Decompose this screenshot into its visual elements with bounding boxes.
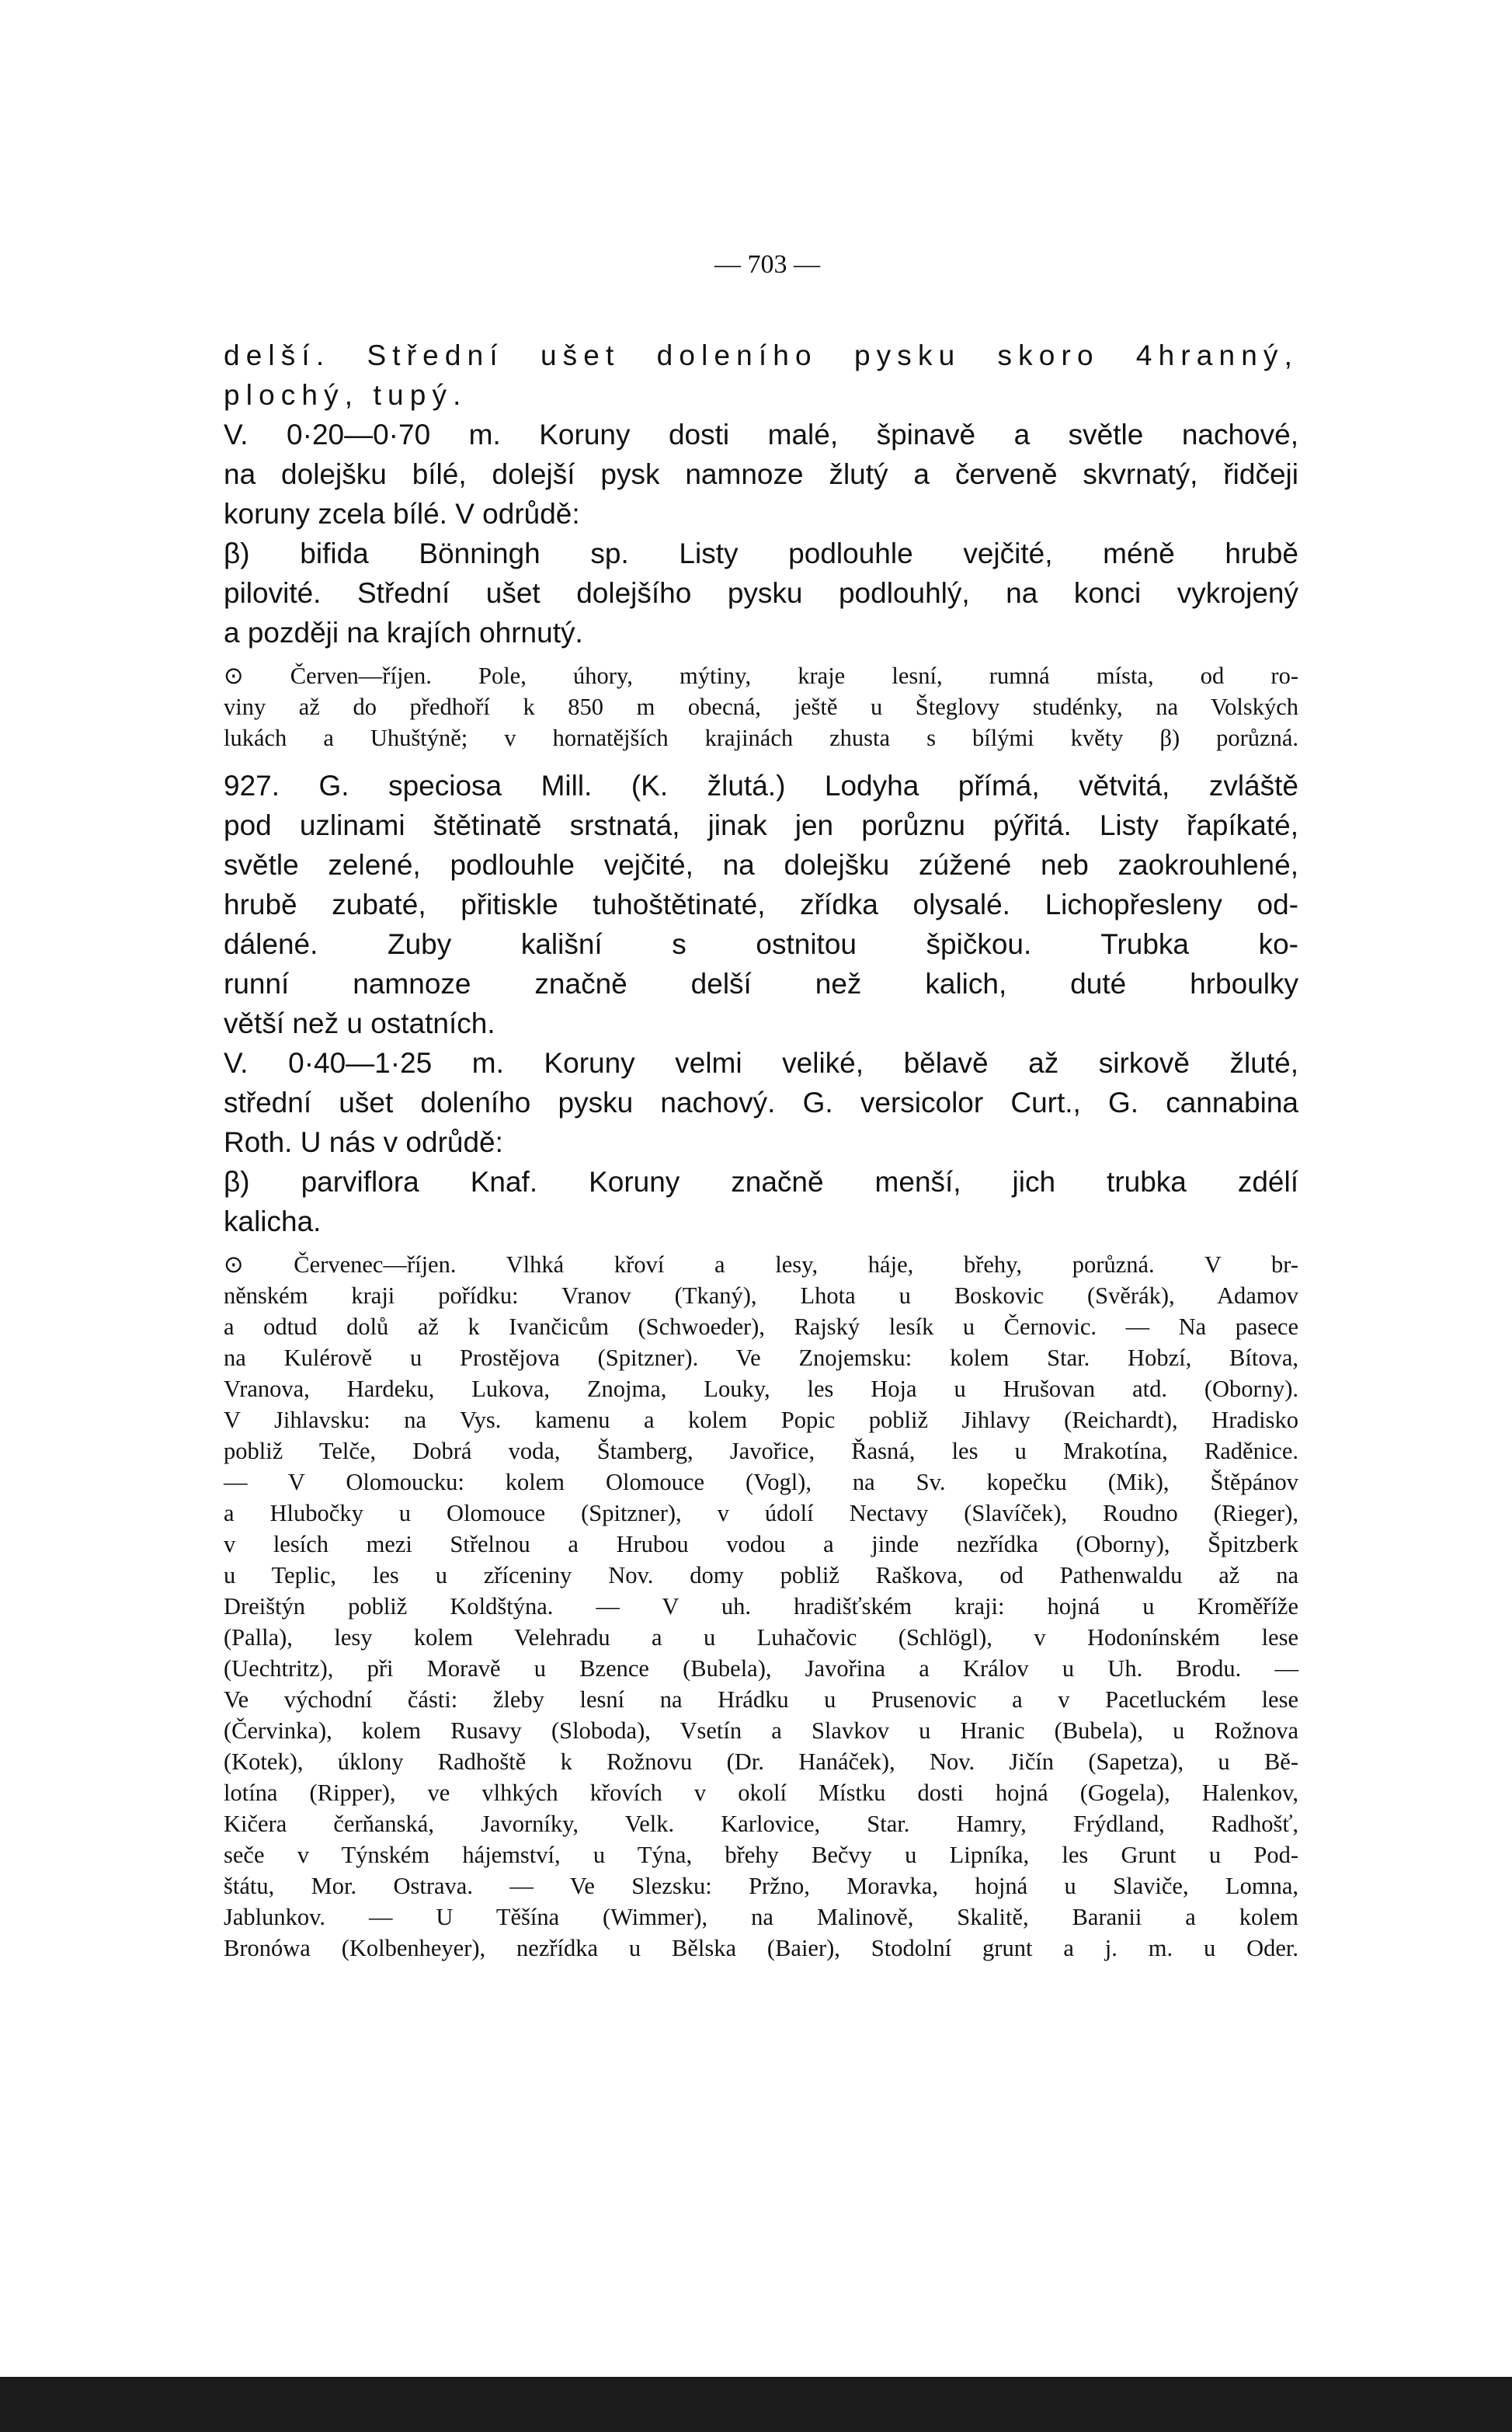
spacer [224, 753, 1298, 766]
text-line: β) bifida Bönningh sp. Listy podlouhle vejčité, méně hrubě [224, 538, 1298, 569]
text-line: a později na krajích ohrnutý. [224, 617, 583, 649]
text-line: na dolejšku bílé, dolejší pysk namnoze žlutý a červeně skvrnatý, řidčeji [224, 458, 1298, 490]
text-line: větší než u ostatních. [224, 1007, 495, 1039]
paragraph-calyx-description [224, 336, 1298, 415]
text-line: v lesích mezi Střelnou a Hrubou vodou a jinde nezřídka (Oborny), Špitzberk [224, 1531, 1298, 1557]
text-line: pobliž Telče, Dobrá voda, Štamberg, Javořice, Řasná, les u Mrakotína, Raděnice. [224, 1438, 1298, 1464]
text-line: lukách a Uhuštýně; v hornatějších krajinách zhusta s bílými květy β) porůzná. [224, 725, 1298, 751]
text-line: ⊙ Červen—říjen. Pole, úhory, mýtiny, kraje lesní, rumná místa, od ro- [224, 663, 1298, 689]
text-line: (Kotek), úklony Radhoště k Rožnovu (Dr. Hanáček), Nov. Jičín (Sapetza), u Bě- [224, 1748, 1298, 1775]
text-line: lotína (Ripper), ve vlhkých křovích v okolí Místku dosti hojná (Gogela), Halenkov, [224, 1780, 1298, 1806]
text-line: delší. Střední ušet doleního pysku skoro 4hranný, [224, 339, 1298, 371]
page-number: — 703 — [714, 250, 820, 279]
paragraph-size-927 [224, 1043, 1298, 1162]
text-line: kalicha. [224, 1206, 322, 1237]
text-line: na Kulérově u Prostějova (Spitzner). Ve Znojemsku: kolem Star. Hobzí, Bítova, [224, 1345, 1298, 1371]
text-line: Jablunkov. — U Těšína (Wimmer), na Malinově, Skalitě, Baranii a kolem [224, 1904, 1298, 1930]
spacer [224, 1241, 1298, 1249]
scan-edge [0, 2377, 1512, 2432]
text-line: (Uechtritz), při Moravě u Bzence (Bubela), Javořina a Králov u Uh. Brodu. — [224, 1655, 1298, 1682]
text-line: plochý, tupý. [224, 379, 468, 411]
text-line: a Hlubočky u Olomouce (Spitzner), v údolí Nectavy (Slavíček), Roudno (Rieger), [224, 1500, 1298, 1526]
text-line: — V Olomoucku: kolem Olomouce (Vogl), na Sv. kopečku (Mik), Štěpánov [224, 1469, 1298, 1495]
text-line: a odtud dolů až k Ivančicům (Schwoeder), Rajský lesík u Černovic. — Na pasece [224, 1313, 1298, 1340]
text-line: hrubě zubaté, přitiskle tuhoštětinaté, zřídka olysalé. Lichopřesleny od- [224, 889, 1298, 920]
paragraph-habitat-2 [224, 1249, 1298, 1964]
text-line: štátu, Mor. Ostrava. — Ve Slezsku: Pržno, Moravka, hojná u Slaviče, Lomna, [224, 1873, 1298, 1899]
text-line: Vranova, Hardeku, Lukova, Znojma, Louky, les Hoja u Hrušovan atd. (Oborny). [224, 1376, 1298, 1402]
text-line: V. 0·20—0·70 m. Koruny dosti malé, špinavě a světle nachové, [224, 419, 1298, 451]
paragraph-variety-parviflora [224, 1162, 1298, 1241]
text-line: Ve východní části: žleby lesní na Hrádku u Prusenovic a v Pacetluckém lese [224, 1686, 1298, 1713]
text-line: (Červinka), kolem Rusavy (Sloboda), Vsetín a Slavkov u Hranic (Bubela), u Rožnova [224, 1717, 1298, 1744]
text-line: (Palla), lesy kolem Velehradu a u Luhačovic (Schlögl), v Hodonínském lese [224, 1624, 1298, 1651]
text-line: u Teplic, les u zříceniny Nov. domy pobliž Raškova, od Pathenwaldu až na [224, 1562, 1298, 1588]
text-line: Bronówa (Kolbenheyer), nezřídka u Bělska (Baier), Stodolní grunt a j. m. u Oder. [224, 1935, 1298, 1961]
text-line: něnském kraji pořídku: Vranov (Tkaný), Lhota u Boskovic (Svěrák), Adamov [224, 1282, 1298, 1309]
text-line: světle zelené, podlouhle vejčité, na dolejšku zúžené neb zaokrouhlené, [224, 849, 1298, 881]
paragraph-variety-bifida [224, 534, 1298, 652]
text-line: Roth. U nás v odrůdě: [224, 1126, 503, 1158]
paragraph-size-and-colour [224, 415, 1298, 534]
text-line: β) parviflora Knaf. Koruny značně menší, jich trubka zdélí [224, 1166, 1298, 1198]
text-line: střední ušet doleního pysku nachový. G. versicolor Curt., G. cannabina [224, 1087, 1298, 1119]
text-line: dálené. Zuby kališní s ostnitou špičkou. Trubka ko- [224, 928, 1298, 960]
text-line: Kičera čerňanská, Javorníky, Velk. Karlovice, Star. Hamry, Frýdland, Radhošť, [224, 1811, 1298, 1837]
text-line: 927. G. speciosa Mill. (K. žlutá.) Lodyha přímá, větvitá, zvláště [224, 770, 1298, 802]
text-line: ⊙ Červenec—říjen. Vlhká křoví a lesy, háje, břehy, porůzná. V br- [224, 1251, 1298, 1278]
text-line: koruny zcela bílé. V odrůdě: [224, 498, 580, 530]
text-line: pod uzlinami štětinatě srstnatá, jinak jen porůznu pýřitá. Listy řapíkaté, [224, 809, 1298, 841]
text-line: Dreištýn pobliž Koldštýna. — V uh. hradišťském kraji: hojná u Kroměříže [224, 1593, 1298, 1620]
paragraph-habitat-1 [224, 660, 1298, 753]
spacer [224, 652, 1298, 660]
text-line: pilovité. Střední ušet dolejšího pysku podlouhlý, na konci vykrojený [224, 577, 1298, 609]
text-line: V Jihlavsku: na Vys. kamenu a kolem Popic pobliž Jihlavy (Reichardt), Hradisko [224, 1407, 1298, 1433]
text-line: runní namnoze značně delší než kalich, duté hrboulky [224, 968, 1298, 1000]
text-line: V. 0·40—1·25 m. Koruny velmi veliké, bělavě až sirkově žluté, [224, 1047, 1298, 1079]
text-line: viny až do předhoří k 850 m obecná, ještě u Šteglovy studénky, na Volských [224, 694, 1298, 720]
paragraph-species-927 [224, 766, 1298, 1043]
page-body [224, 336, 1298, 1964]
text-line: seče v Týnském hájemství, u Týna, břehy Bečvy u Lipníka, les Grunt u Pod- [224, 1842, 1298, 1868]
